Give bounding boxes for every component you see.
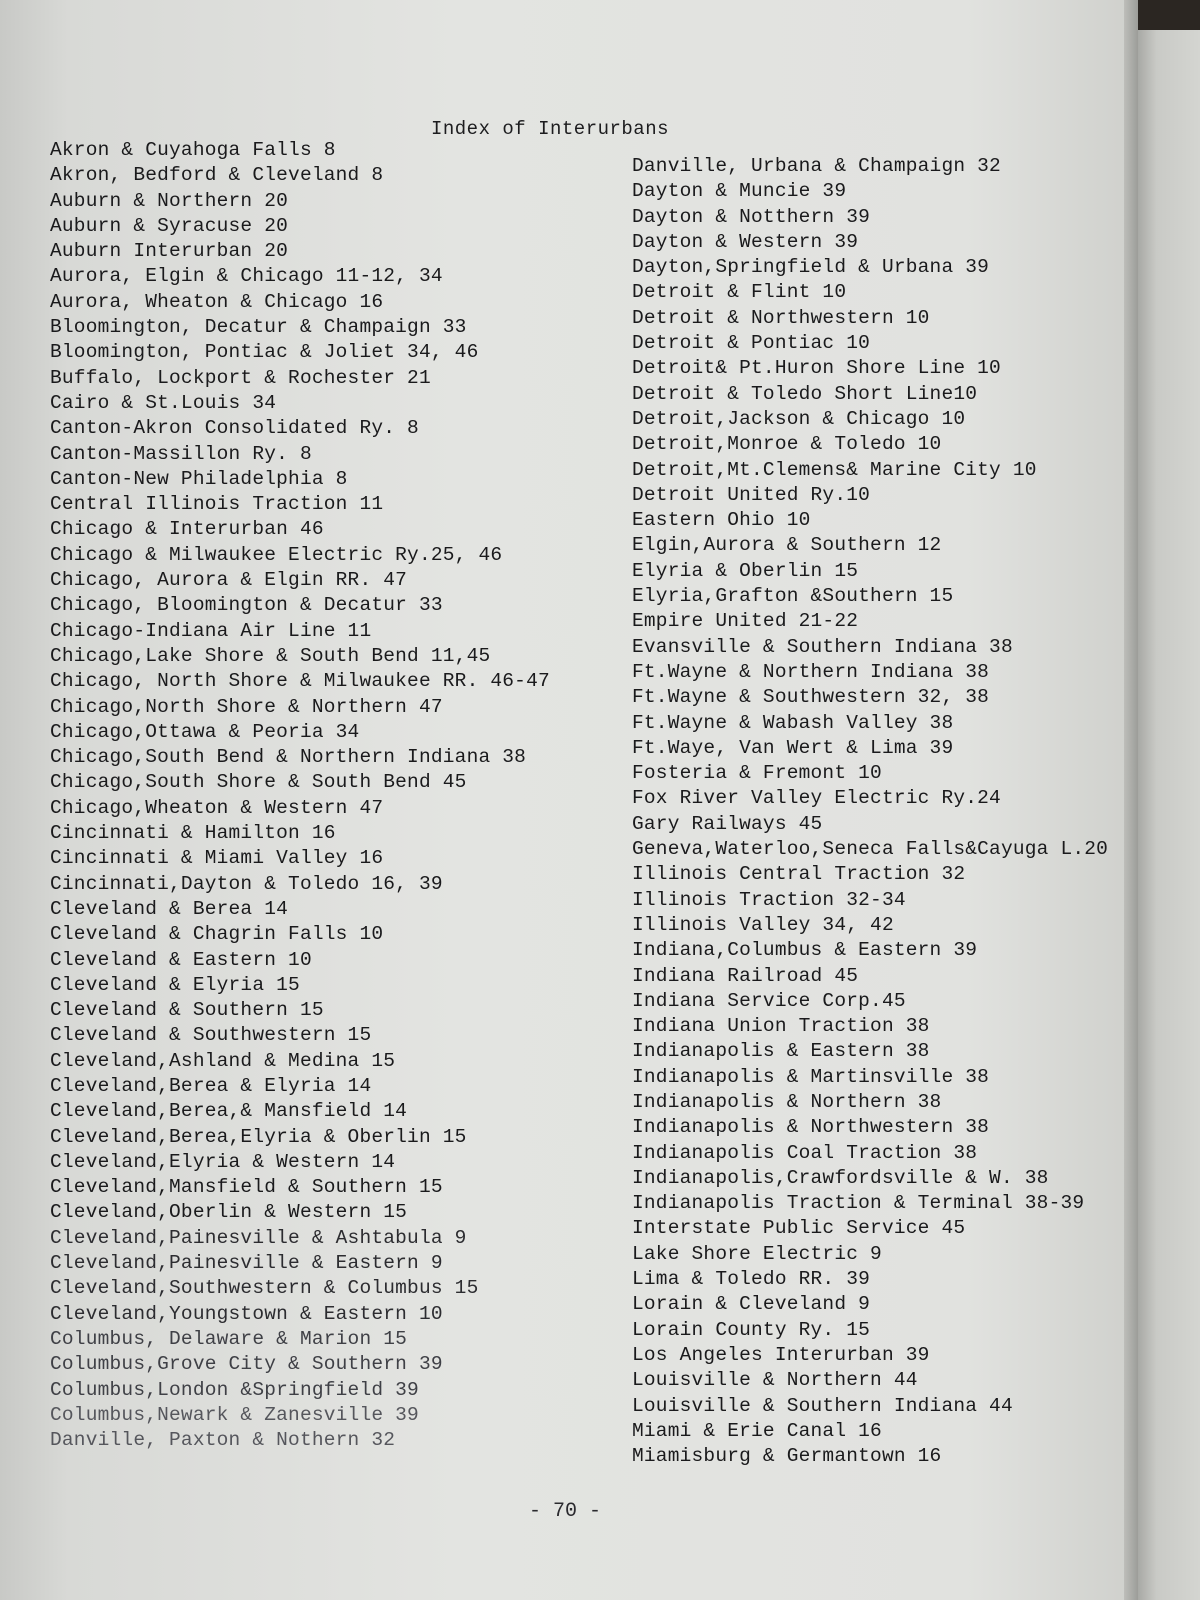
index-entry: Illinois Central Traction 32 — [632, 863, 966, 886]
index-entry: Aurora, Wheaton & Chicago 16 — [50, 290, 384, 313]
index-entry: Cleveland,Painesville & Eastern 9 — [50, 1252, 443, 1275]
index-entry: Chicago & Milwaukee Electric Ry.25, 46 — [50, 543, 503, 566]
index-entry: Cleveland,Ashland & Medina 15 — [50, 1049, 396, 1072]
index-entry: Danville, Urbana & Champaign 32 — [632, 155, 1001, 177]
index-entry: Danville, Paxton & Nothern 32 — [50, 1429, 396, 1452]
index-entry: Empire United 21-22 — [632, 610, 859, 633]
index-entry: Ft.Wayne & Wabash Valley 38 — [632, 711, 954, 734]
index-entry: Canton-New Philadelphia 8 — [50, 467, 348, 490]
index-entry: Interstate Public Service 45 — [632, 1217, 966, 1240]
index-entry: Cleveland,Berea & Elyria 14 — [50, 1074, 372, 1097]
index-entry: Fox River Valley Electric Ry.24 — [632, 787, 1001, 810]
index-entry: Detroit & Flint 10 — [632, 281, 847, 304]
index-entry: Detroit,Mt.Clemens& Marine City 10 — [632, 458, 1037, 481]
index-entry: Lorain & Cleveland 9 — [632, 1293, 871, 1316]
index-entry: Cleveland & Southwestern 15 — [50, 1024, 372, 1047]
index-entry: Auburn Interurban 20 — [50, 240, 289, 263]
page-number: - 70 - — [528, 1500, 601, 1523]
index-entry: Louisville & Southern Indiana 44 — [632, 1394, 1013, 1417]
index-entry: Cleveland,Southwestern & Columbus 15 — [50, 1277, 479, 1300]
index-entry: Aurora, Elgin & Chicago 11-12, 34 — [50, 265, 443, 288]
index-entry: Indiana Union Traction 38 — [632, 1015, 930, 1038]
index-entry: Columbus,London &Springfield 39 — [50, 1378, 419, 1401]
index-entry: Gary Railways 45 — [632, 812, 823, 835]
index-entry: Indiana Service Corp.45 — [632, 989, 906, 1012]
index-entry: Detroit & Pontiac 10 — [632, 332, 871, 355]
index-entry: Chicago-Indiana Air Line 11 — [50, 619, 372, 642]
index-entry: Indiana Railroad 45 — [632, 964, 859, 987]
index-entry: Illinois Valley 34, 42 — [632, 913, 894, 936]
index-entry: Ft.Wayne & Northern Indiana 38 — [632, 660, 990, 683]
index-entry: Chicago, North Shore & Milwaukee RR. 46-47 — [50, 670, 550, 693]
index-entry: Chicago,South Bend & Northern Indiana 38 — [50, 746, 527, 769]
index-entry: Dayton,Springfield & Urbana 39 — [632, 256, 990, 279]
index-entry: Indianapolis Coal Traction 38 — [632, 1141, 978, 1164]
index-entry: Buffalo, Lockport & Rochester 21 — [50, 366, 431, 389]
index-entry: Cleveland & Eastern 10 — [50, 948, 312, 971]
index-entry: Columbus, Delaware & Marion 15 — [50, 1327, 408, 1350]
index-entry: Detroit,Monroe & Toledo 10 — [632, 433, 942, 456]
index-entry: Miami & Erie Canal 16 — [632, 1419, 882, 1442]
index-entry: Elyria & Oberlin 15 — [632, 559, 859, 582]
index-entry: Cleveland,Berea,& Mansfield 14 — [50, 1100, 408, 1123]
index-entry: Illinois Traction 32-34 — [632, 888, 906, 911]
index-entry: Los Angeles Interurban 39 — [632, 1343, 930, 1366]
index-entry: Akron & Cuyahoga Falls 8 — [50, 139, 336, 161]
index-entry: Dayton & Western 39 — [632, 230, 859, 253]
index-entry: Cairo & St.Louis 34 — [50, 391, 277, 414]
index-entry: Miamisburg & Germantown 16 — [632, 1445, 942, 1468]
page-title: Index of Interurbans — [430, 118, 670, 140]
index-entry: Central Illinois Traction 11 — [50, 493, 384, 516]
index-entry: Akron, Bedford & Cleveland 8 — [50, 164, 384, 187]
index-entry: Detroit& Pt.Huron Shore Line 10 — [632, 357, 1001, 380]
right-index-column — [632, 154, 1137, 1469]
index-entry: Lima & Toledo RR. 39 — [632, 1268, 871, 1291]
adjacent-page-edge — [1138, 30, 1200, 1600]
index-entry: Cleveland,Berea,Elyria & Oberlin 15 — [50, 1125, 467, 1148]
index-entry: Cleveland,Painesville & Ashtabula 9 — [50, 1226, 467, 1249]
index-entry: Auburn & Northern 20 — [50, 189, 289, 212]
index-entry: Indianapolis & Northwestern 38 — [632, 1116, 990, 1139]
index-entry: Detroit & Northwestern 10 — [632, 306, 930, 329]
index-entry: Detroit,Jackson & Chicago 10 — [632, 407, 966, 430]
index-entry: Chicago,North Shore & Northern 47 — [50, 695, 443, 718]
index-entry: Indianapolis & Northern 38 — [632, 1090, 942, 1113]
index-entry: Chicago,Ottawa & Peoria 34 — [50, 720, 360, 743]
index-entry: Lake Shore Electric 9 — [632, 1242, 882, 1265]
index-entry: Elgin,Aurora & Southern 12 — [632, 534, 942, 557]
index-entry: Cleveland,Youngstown & Eastern 10 — [50, 1302, 443, 1325]
index-entry: Indianapolis & Eastern 38 — [632, 1040, 930, 1063]
index-entry: Cleveland & Elyria 15 — [50, 973, 300, 996]
index-entry: Indianapolis & Martinsville 38 — [632, 1065, 990, 1088]
index-entry: Dayton & Muncie 39 — [632, 180, 847, 203]
index-entry: Auburn & Syracuse 20 — [50, 214, 289, 237]
index-entry: Bloomington, Decatur & Champaign 33 — [50, 316, 467, 339]
index-entry: Indianapolis,Crawfordsville & W. 38 — [632, 1166, 1049, 1189]
index-entry: Cincinnati,Dayton & Toledo 16, 39 — [50, 872, 443, 895]
index-entry: Elyria,Grafton &Southern 15 — [632, 585, 954, 608]
index-entry: Bloomington, Pontiac & Joliet 34, 46 — [50, 341, 479, 364]
index-entry: Chicago, Aurora & Elgin RR. 47 — [50, 569, 408, 592]
index-entry: Cleveland & Southern 15 — [50, 999, 324, 1022]
index-entry: Cincinnati & Hamilton 16 — [50, 822, 336, 845]
index-entry: Dayton & Notthern 39 — [632, 205, 871, 228]
index-entry: Ft.Wayne & Southwestern 32, 38 — [632, 686, 990, 709]
index-entry: Ft.Waye, Van Wert & Lima 39 — [632, 736, 954, 759]
index-entry: Cleveland & Chagrin Falls 10 — [50, 923, 384, 946]
index-entry: Louisville & Northern 44 — [632, 1369, 918, 1392]
index-entry: Evansville & Southern Indiana 38 — [632, 635, 1013, 658]
index-entry: Geneva,Waterloo,Seneca Falls&Cayuga L.20 — [632, 838, 1109, 861]
index-entry: Eastern Ohio 10 — [632, 509, 811, 532]
left-index-column — [50, 138, 610, 1453]
index-entry: Detroit United Ry.10 — [632, 483, 871, 506]
index-entry: Cleveland,Oberlin & Western 15 — [50, 1201, 408, 1224]
index-entry: Chicago, Bloomington & Decatur 33 — [50, 594, 443, 617]
index-entry: Fosteria & Fremont 10 — [632, 762, 882, 785]
index-entry: Indiana,Columbus & Eastern 39 — [632, 939, 978, 962]
index-entry: Lorain County Ry. 15 — [632, 1318, 871, 1341]
index-entry: Chicago & Interurban 46 — [50, 518, 324, 541]
index-entry: Canton-Akron Consolidated Ry. 8 — [50, 417, 419, 440]
index-entry: Cleveland,Elyria & Western 14 — [50, 1150, 396, 1173]
index-entry: Cleveland & Berea 14 — [50, 897, 289, 920]
index-entry: Columbus,Newark & Zanesville 39 — [50, 1403, 419, 1426]
index-entry: Cincinnati & Miami Valley 16 — [50, 847, 384, 870]
index-entry: Canton-Massillon Ry. 8 — [50, 442, 312, 465]
index-entry: Chicago,South Shore & South Bend 45 — [50, 771, 467, 794]
index-entry: Columbus,Grove City & Southern 39 — [50, 1353, 443, 1376]
index-entry: Detroit & Toledo Short Line10 — [632, 382, 978, 405]
index-entry: Chicago,Wheaton & Western 47 — [50, 796, 384, 819]
index-entry: Chicago,Lake Shore & South Bend 11,45 — [50, 644, 491, 667]
index-entry: Indianapolis Traction & Terminal 38-39 — [632, 1192, 1085, 1215]
index-entry: Cleveland,Mansfield & Southern 15 — [50, 1176, 443, 1199]
